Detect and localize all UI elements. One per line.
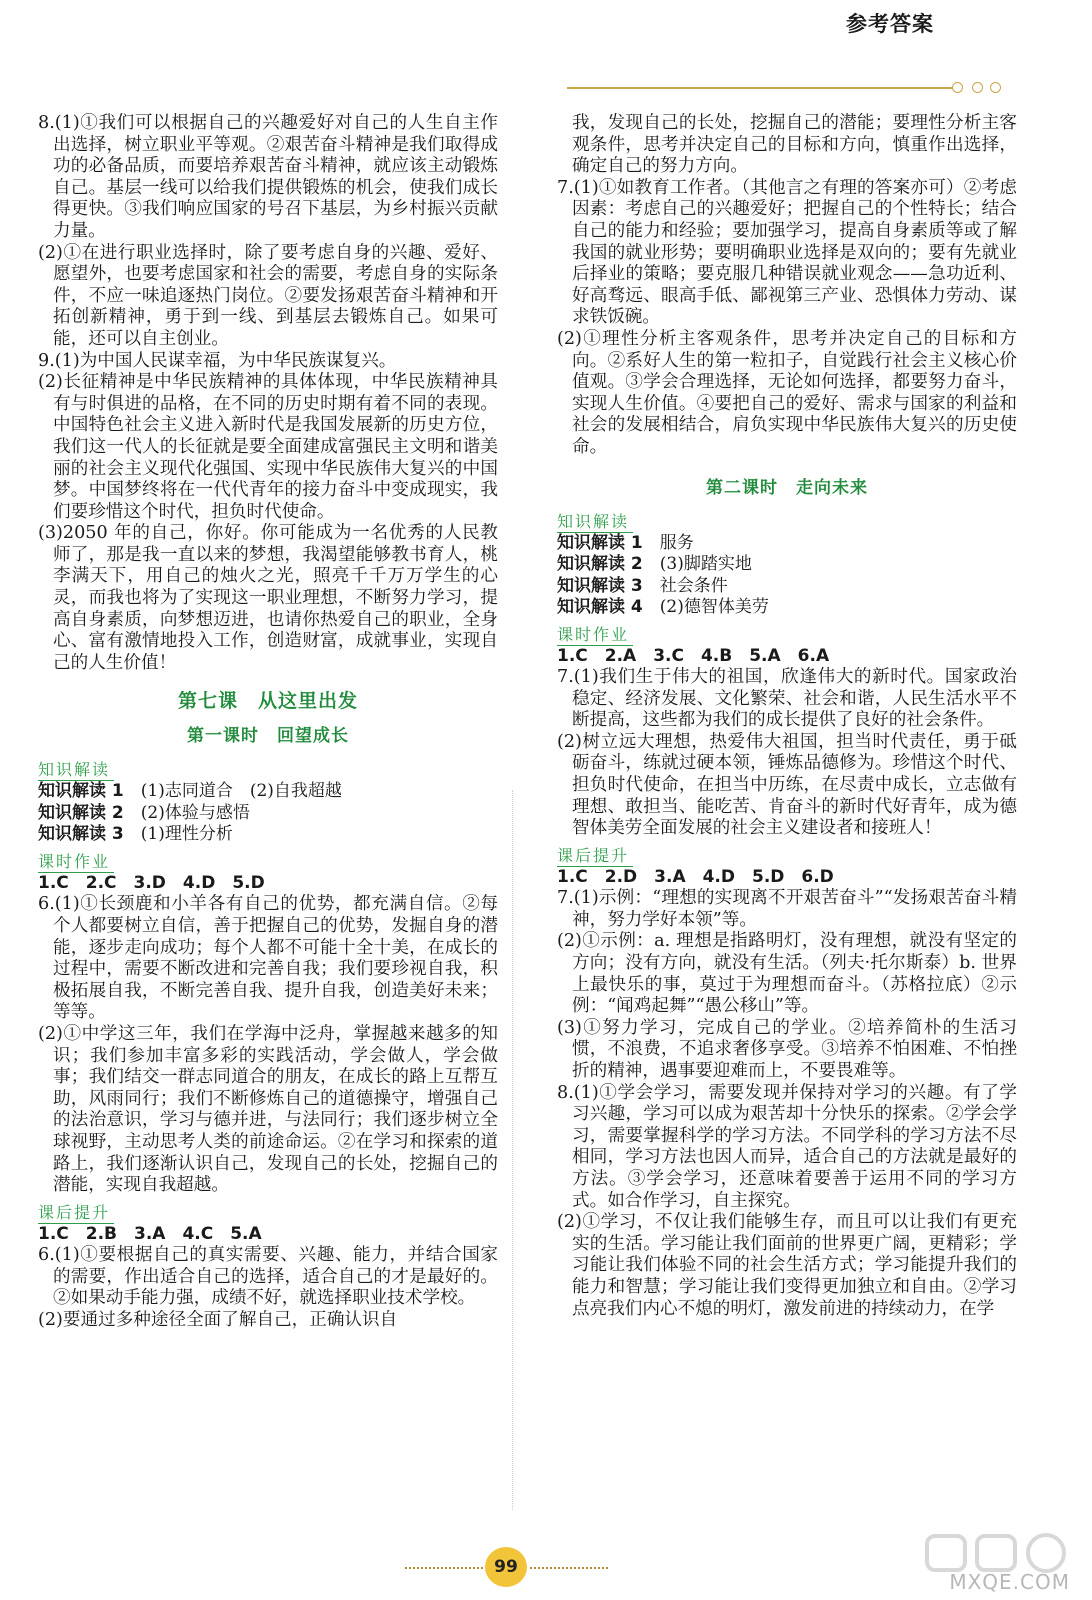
lesson-title: 第七课 从这里出发 [177, 690, 358, 713]
answer-paragraph: (2)树立远大理想，热爱伟大祖国，担当时代责任，勇于砥砺奋斗，练就过硬本领，锤炼品德修为。珍惜这个时代、担负时代使命，在担当中历练，在尽责中成长，立志做有理想、敢担当、能吃苦、肯奋斗的新时代好青年，成为德智体美劳全面发展的社会主义建设者和接班人！ [557, 731, 1017, 839]
answer-paragraph: (2)长征精神是中华民族精神的具体体现，中华民族精神具有与时俱进的品格，在不同的历史时期有着不同的表现。中国特色社会主义进入新时代是我国发展新的历史方位，我们这一代人的长征就是要全面建成富强民主文明和谐美丽的社会主义现代化强国、实现中华民族伟大复兴的中国梦。中国梦终将在一代代青年的接力奋斗中变成现实，我们要珍惜这个时代，担负时代使命。 [38, 372, 498, 522]
header-ornament-dot [972, 82, 983, 93]
right-column [557, 113, 1017, 1320]
knowledge-row: 知识解读 3 社会条件 [557, 575, 728, 596]
answer-paragraph: (2)要通过多种途径全面了解自己，正确认识自 [38, 1310, 398, 1331]
left-column [38, 113, 498, 1332]
page-header-title: 参考答案 [846, 12, 934, 36]
answer-paragraph: 7.(1)①如教育工作者。（其他言之有理的答案亦可）②考虑因素：考虑自己的兴趣爱好；把握自己的个性特长；结合自己的能力和经验；要加强学习，提高自身素质等或了解我国的就业形势；要明确职业选择是双向的；要有先就业后择业的策略；要克服几种错误就业观念——急功近利、好高骛远、眼高手低、鄙视第三产业、恐惧体力劳动、谋求铁饭碗。 [557, 177, 1017, 328]
footer-dots [530, 1567, 608, 1569]
answer-paragraph: 8.(1)①我们可以根据自己的兴趣爱好对自己的人生自主作出选择，树立职业平等观。②艰苦奋斗精神是我们取得成功的必备品质，而要培养艰苦奋斗精神，就应该主动锻炼自己。基层一线可以给我们提供锻炼的机会，使我们成长得更快。③我们响应国家的号召下基层，为乡村振兴贡献力量。 [38, 113, 498, 241]
answer-paragraph: 9.(1)为中国人民谋幸福，为中华民族谋复兴。 [38, 350, 397, 371]
watermark-text: MXQE.COM [949, 1570, 1070, 1594]
choice-answers: 1.C 2.C 3.D 4.D 5.D [38, 872, 265, 893]
choice-answers: 1.C 2.B 3.A 4.C 5.A [38, 1223, 262, 1244]
header-ornament-dot [952, 82, 963, 93]
answer-paragraph: (3)2050 年的自己，你好。你可能成为一名优秀的人民教师了，那是我一直以来的梦想，我渴望能够教书育人，桃李满天下，用自己的烛火之光，照亮千千万万学生的心灵，而我也将为了实现这一职业理想，不断努力学习，提高自身素质，向梦想迈进，也请你热爱自己的职业，全身心、富有激情地投入工作，创造财富，成就事业，实现自己的人生价值！ [38, 523, 498, 673]
section-label-improve: 课后提升 [557, 846, 633, 867]
knowledge-row: 知识解读 3 (1)理性分析 [38, 824, 233, 845]
knowledge-row: 知识解读 2 (3)脚踏实地 [557, 554, 752, 574]
section-label-homework: 课时作业 [557, 625, 633, 646]
section-title: 第二课时 走向未来 [706, 477, 868, 498]
answer-paragraph: (2)①示例：a. 理想是指路明灯，没有理想，就没有坚定的方向；没有方向，就没有生活。（列夫·托尔斯泰）b. 世界上最快乐的事，莫过于为理想而奋斗。（苏格拉底）②示例：“闻鸡起舞”“愚公移山”等。 [557, 931, 1017, 1017]
footer-dots [405, 1567, 483, 1569]
knowledge-row: 知识解读 4 (2)德智体美劳 [557, 597, 769, 617]
header-ornament-dot [990, 82, 1001, 93]
answer-paragraph: 8.(1)①学会学习，需要发现并保持对学习的兴趣。有了学习兴趣，学习可以成为艰苦却十分快乐的探索。②学会学习，需要掌握科学的学习方法。不同学科的学习方法不尽相同，学习方法也因人而异，适合自己的方法就是最好的方法。③学会学习，还意味着要善于运用不同的学习方式。如合作学习，自主探究。 [557, 1082, 1017, 1211]
header-rule [567, 87, 957, 89]
answer-paragraph: 7.(1)示例：“理想的实现离不开艰苦奋斗”“发扬艰苦奋斗精神，努力学好本领”等。 [557, 888, 1017, 930]
knowledge-row: 知识解读 1 (1)志同道合 (2)自我超越 [38, 781, 342, 802]
answer-paragraph: (3)①努力学习，完成自己的学业。②培养简朴的生活习惯，不浪费，不追求奢侈享受。③培养不怕困难、不怕挫折的精神，遇事要迎难而上，不要畏难等。 [557, 1017, 1017, 1081]
page-number: 99 [485, 1547, 527, 1587]
section-label-knowledge: 知识解读 [557, 512, 633, 533]
answer-paragraph: (2)①在进行职业选择时，除了要考虑自身的兴趣、爱好、愿望外，也要考虑国家和社会的需要，考虑自身的实际条件，不应一味追逐热门岗位。②要发扬艰苦奋斗精神和开拓创新精神，勇于到一线、到基层去锻炼自己。如果可能，还可以自主创业。 [38, 242, 498, 349]
answer-paragraph: 6.(1)①要根据自己的真实需要、兴趣、能力，并结合国家的需要，作出适合自己的选择，适合自己的才是最好的。②如果动手能力强，成绩不好，就选择职业技术学校。 [38, 1245, 498, 1309]
choice-answers: 1.C 2.D 3.A 4.D 5.D 6.D [557, 866, 834, 887]
column-divider [512, 790, 513, 1510]
answer-paragraph: 6.(1)①长颈鹿和小羊各有自己的优势，都充满自信。②每个人都要树立自信，善于把握自己的优势，发掘自身的潜能，逐步走向成功；每个人都不可能十全十美，在成长的过程中，需要不断改进和完善自我；我们要珍视自我，积极拓展自我，不断完善自我、提升自我，创造美好未来；等等。 [38, 894, 498, 1023]
answer-paragraph: (2)①理性分析主客观条件，思考并决定自己的目标和方向。②系好人生的第一粒扣子，自觉践行社会主义核心价值观。③学会合理选择，无论如何选择，都要努力奋斗，实现人生价值。④要把自己的爱好、需求与国家的利益和社会的发展相结合，肩负实现中华民族伟大复兴的历史使命。 [557, 328, 1017, 457]
section-label-knowledge: 知识解读 [38, 760, 114, 781]
knowledge-row: 知识解读 1 服务 [557, 532, 694, 553]
section-label-homework: 课时作业 [38, 852, 114, 873]
choice-answers: 1.C 2.A 3.C 4.B 5.A 6.A [557, 645, 830, 666]
section-label-improve: 课后提升 [38, 1203, 114, 1224]
section-title: 第一课时 回望成长 [187, 726, 349, 747]
answer-paragraph: (2)①学习，不仅让我们能够生存，而且可以让我们有更充实的生活。学习能让我们面前的世界更广阔，更精彩；学习能让我们体验不同的社会生活方式；学习能提升我们的能力和智慧；学习能让我们变得更加独立和自由。②学习点亮我们内心不熄的明灯，激发前进的持续动力，在学 [557, 1212, 1017, 1319]
answer-paragraph: (2)①中学这三年，我们在学海中泛舟，掌握越来越多的知识；我们参加丰富多彩的实践活动，学会做人，学会做事；我们结交一群志同道合的朋友，在成长的路上互帮互助，风雨同行；我们不断修炼自己的道德操守，增强自己的法治意识，学习与德并进，与法同行；我们逐步树立全球视野，主动思考人类的前途命运。②在学习和探索的道路上，我们逐渐认识自己，发现自己的长处，挖掘自己的潜能，实现自我超越。 [38, 1024, 498, 1196]
answer-paragraph: 7.(1)我们生于伟大的祖国，欣逢伟大的新时代。国家政治稳定、经济发展、文化繁荣、社会和谐，人民生活水平不断提高，这些都为我们的成长提供了良好的社会条件。 [557, 667, 1017, 731]
knowledge-row: 知识解读 2 (2)体验与感悟 [38, 802, 250, 823]
answer-paragraph: 我，发现自己的长处，挖掘自己的潜能；要理性分析主客观条件，思考并决定自己的目标和方向，慎重作出选择，确定自己的努力方向。 [572, 113, 1017, 177]
